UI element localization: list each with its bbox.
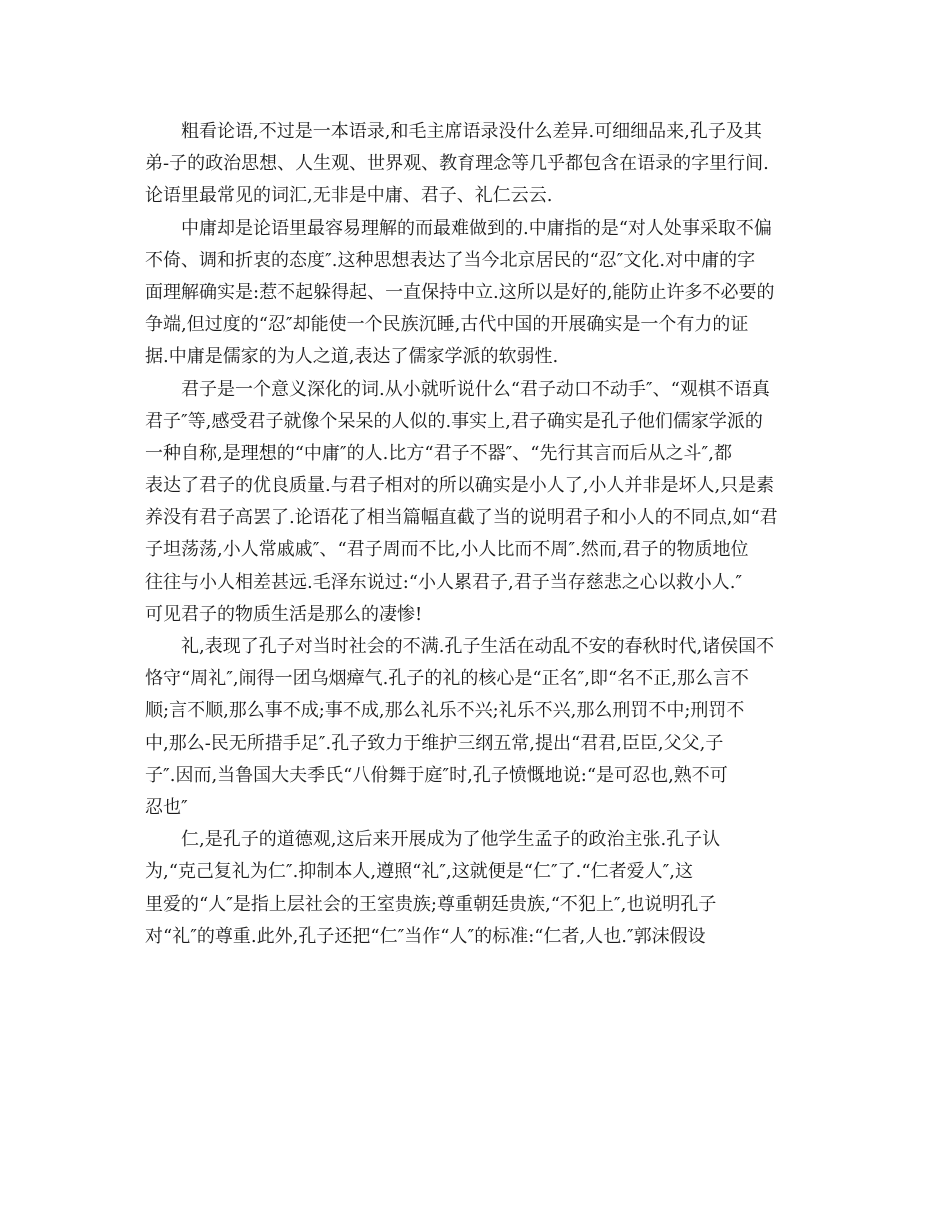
paragraph-intro xyxy=(145,116,815,213)
text-line: 君子″等,感受君子就像个呆呆的人似的.事实上,君子确实是孔子他们儒家学派的 xyxy=(145,410,763,432)
text-line: 一种自称,是理想的“中庸″的人.比方“君子不器″、“先行其言而后从之斗″,都 xyxy=(145,442,732,464)
text-line: 表达了君子的优良质量.与君子相对的所以确实是小人了,小人并非是坏人,只是素 xyxy=(145,475,775,497)
paragraph-ren xyxy=(145,824,815,953)
text-line: 子″.因而,当鲁国大夫季氏“八佾舞于庭″时,孔子愤慨地说:“是可忍也,熟不可 xyxy=(145,764,728,786)
text-line: 据.中庸是儒家的为人之道,表达了儒家学派的软弱性. xyxy=(145,346,559,368)
document-page xyxy=(145,116,815,953)
paragraph-junzi xyxy=(145,374,815,632)
paragraph-zhongyong xyxy=(145,213,815,374)
text-line: 里爱的“人″是指上层社会的王室贵族;尊重朝廷贵族,“不犯上″,也说明孔子 xyxy=(145,893,717,915)
text-line: 弟-子的政治思想、人生观、世界观、教育理念等几乎都包含在语录的字里行间. xyxy=(145,153,769,175)
text-line: 养没有君子高罢了.论语花了相当篇幅直截了当的说明君子和小人的不同点,如“君 xyxy=(145,507,778,529)
text-line: 顺;言不顺,那么事不成;事不成,那么礼乐不兴;礼乐不兴,那么刑罚不中;刑罚不 xyxy=(145,700,745,722)
text-line: 礼,表现了孔子对当时社会的不满.孔子生活在动乱不安的春秋时代,诸侯国不 xyxy=(181,636,775,657)
text-line: 子坦荡荡,小人常戚戚″、“君子周而不比,小人比而不周″.然而,君子的物质地位 xyxy=(145,539,749,561)
text-line: 忍也″ xyxy=(145,796,188,818)
text-line: 粗看论语,不过是一本语录,和毛主席语录没什么差异.可细细品来,孔子及其 xyxy=(181,121,762,142)
text-line: 可见君子的物质生活是那么的凄惨! xyxy=(145,603,423,625)
text-line: 争端,但过度的“忍″却能使一个民族沉睡,古代中国的开展确实是一个有力的证 xyxy=(145,314,749,336)
text-line: 往往与小人相差甚远.毛泽东说过:“小人累君子,君子当存慈悲之心以救小人.″ xyxy=(145,571,743,593)
text-line: 为,“克己复礼为仁″.抑制本人,遵照“礼″,这就便是“仁″了.“仁者爱人″,这 xyxy=(145,861,694,883)
paragraph-li xyxy=(145,631,815,824)
text-line: 面理解确实是:惹不起躲得起、一直保持中立.这所以是好的,能防止许多不必要的 xyxy=(145,281,775,303)
text-line: 论语里最常见的词汇,无非是中庸、君子、礼仁云云. xyxy=(145,185,553,207)
text-line: 恪守“周礼″,闹得一团乌烟瘴气.孔子的礼的核心是“正名″,即“名不正,那么言不 xyxy=(145,668,749,690)
text-line: 对“礼″的尊重.此外,孔子还把“仁″当作“人″的标准:“仁者,人也.″郭沫假设 xyxy=(145,925,706,947)
text-line: 中,那么-民无所措手足″.孔子致力于维护三纲五常,提出“君君,臣臣,父父,子 xyxy=(145,732,724,754)
text-line: 仁,是孔子的道德观,这后来开展成为了他学生孟子的政治主张.孔子认 xyxy=(181,829,721,851)
text-line: 君子是一个意义深化的词.从小就听说什么“君子动口不动手″、“观棋不语真 xyxy=(181,378,770,400)
text-line: 中庸却是论语里最容易理解的而最难做到的.中庸指的是“对人处事采取不偏 xyxy=(181,217,772,239)
text-line: 不倚、调和折衷的态度″.这种思想表达了当今北京居民的“忍″文化.对中庸的字 xyxy=(145,249,756,271)
